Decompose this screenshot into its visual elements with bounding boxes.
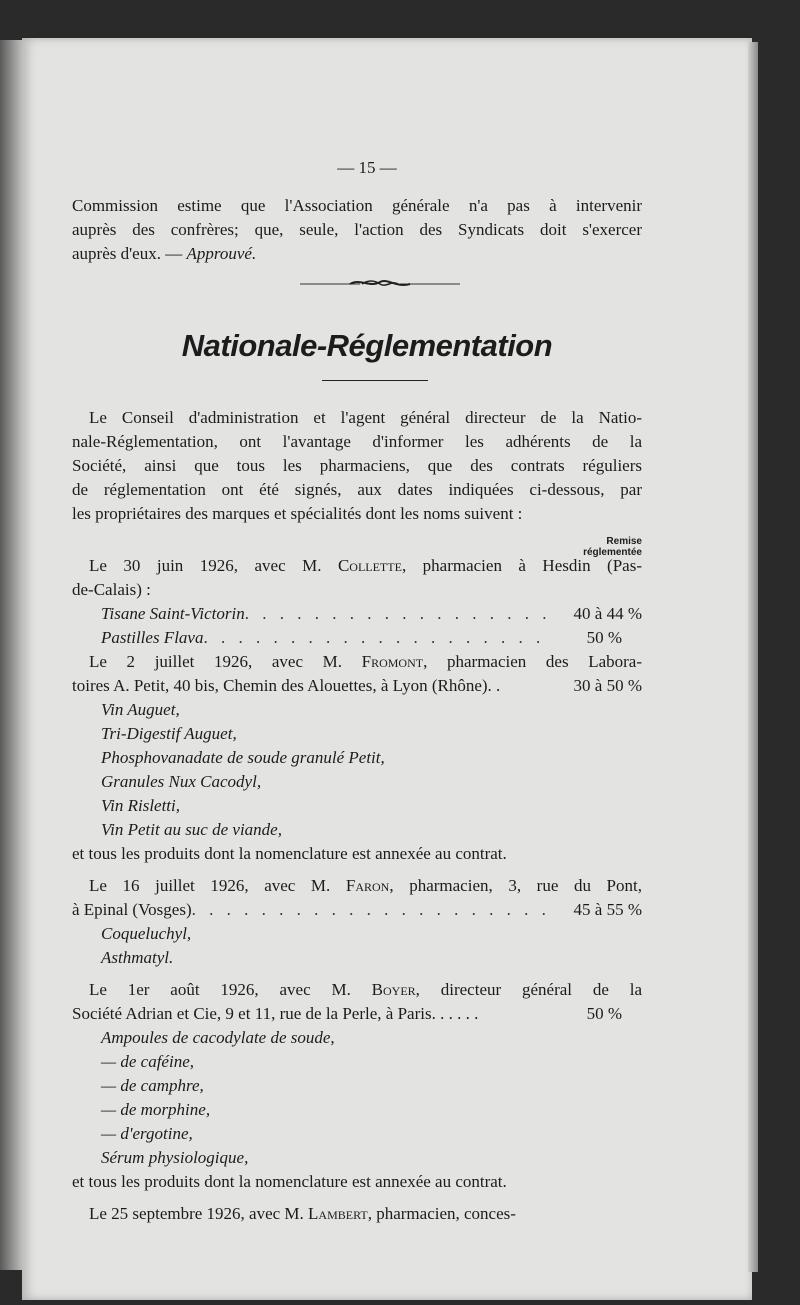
faron-name: Faron: [345, 876, 390, 895]
paragraph-line-5: les propriétaires des marques et spécialités dont les noms suivent :: [72, 504, 523, 523]
faron-line-2: [72, 900, 552, 920]
remise-header-line-1: Remise: [606, 536, 642, 547]
paragraph-line-2: nale-Réglementation, ont l'avantage d'informer les adhérents de la: [72, 432, 642, 451]
collette-product-1-name: Tisane Saint-Victorin: [101, 604, 245, 623]
faron-line-1-a: Le 16 juillet 1926, avec M.: [89, 876, 346, 895]
boyer-line-1-b: , directeur général de la: [415, 980, 642, 999]
fromont-product-6: Vin Petit au suc de viande,: [101, 820, 282, 839]
intro-line-2: auprès des confrères; que, seule, l'action des Syndicats doit s'exercer: [72, 220, 642, 239]
approved-text: Approuvé.: [186, 244, 257, 263]
fromont-rate: 30 à 50 %: [573, 676, 642, 695]
boyer-product-6: Sérum physiologique,: [101, 1148, 249, 1167]
page-left-edge: [0, 40, 22, 1270]
boyer-name: Boyer: [371, 980, 416, 999]
faron-rate: 45 à 55 %: [573, 900, 642, 919]
boyer-product-1: Ampoules de cacodylate de soude,: [101, 1028, 335, 1047]
faron-product-1: Coqueluchyl,: [101, 924, 192, 943]
fromont-product-2: Tri-Digestif Auguet,: [101, 724, 237, 743]
collette-name: Collette: [337, 556, 402, 575]
paragraph-line-1: Le Conseil d'administration et l'agent général directeur de la Natio-: [89, 408, 642, 427]
lambert-line-1-a: Le 25 septembre 1926, avec M.: [89, 1204, 309, 1223]
collette-line-1-b: , pharmacien à Hesdin (Pas-: [401, 556, 642, 575]
book-page: [22, 38, 752, 1300]
intro-line-1: Commission estime que l'Association générale n'a pas à intervenir: [72, 196, 642, 215]
title-underline: [322, 380, 428, 381]
collette-line-2: de-Calais) :: [72, 580, 151, 599]
remise-header: [572, 536, 642, 558]
boyer-product-3: — de camphre,: [101, 1076, 204, 1095]
faron-product-2: Asthmatyl.: [101, 948, 174, 967]
collette-line-1: [89, 556, 642, 576]
collette-product-1-rate: 40 à 44 %: [573, 604, 642, 623]
collette-product-2-name: Pastilles Flava: [101, 628, 204, 647]
boyer-rate: 50 %: [586, 1004, 622, 1023]
lambert-line-1-b: , pharmacien, conces-: [367, 1204, 516, 1223]
fromont-name: Fromont: [361, 652, 424, 671]
ornament-divider-icon: [300, 276, 460, 290]
collette-product-1: [101, 604, 551, 624]
fromont-product-3: Phosphovanadate de soude granulé Petit,: [101, 748, 385, 767]
faron-line-1-b: , pharmacien, 3, rue du Pont,: [389, 876, 642, 895]
lambert-name: Lambert: [308, 1204, 368, 1223]
boyer-product-2: — de caféine,: [101, 1052, 194, 1071]
page-number: — 15 —: [337, 158, 397, 177]
intro-line-3-text: auprès d'eux. —: [72, 244, 187, 263]
fromont-line-1-b: , pharmacien des Labora-: [423, 652, 643, 671]
boyer-line-1-a: Le 1er août 1926, avec M.: [89, 980, 372, 999]
paragraph-line-3: Société, ainsi que tous les pharmaciens, que des contrats réguliers: [72, 456, 642, 475]
boyer-line-1: [89, 980, 642, 1000]
boyer-product-4: — de morphine,: [101, 1100, 211, 1119]
page-right-edge: [748, 42, 758, 1272]
remise-header-line-2: réglementée: [583, 547, 642, 558]
collette-product-2: [101, 628, 551, 648]
section-title: Nationale-Réglementation: [181, 328, 553, 363]
collette-line-1-a: Le 30 juin 1926, avec M.: [89, 556, 338, 575]
paragraph-line-4: de réglementation ont été signés, aux dates indiquées ci-dessous, par: [72, 480, 642, 499]
boyer-product-5: — d'ergotine,: [101, 1124, 193, 1143]
boyer-line-2: Société Adrian et Cie, 9 et 11, rue de la Perle, à Paris. . . . . .: [72, 1004, 479, 1023]
intro-line-3: [72, 244, 256, 264]
fromont-line-1-a: Le 2 juillet 1926, avec M.: [89, 652, 362, 671]
fromont-line-1: [89, 652, 642, 672]
fromont-product-1: Vin Auguet,: [101, 700, 180, 719]
fromont-product-5: Vin Risletti,: [101, 796, 181, 815]
fromont-closing: et tous les produits dont la nomenclature est annexée au contrat.: [72, 844, 507, 863]
faron-line-2-text: à Epinal (Vosges): [72, 900, 192, 919]
boyer-closing: et tous les produits dont la nomenclature est annexée au contrat.: [72, 1172, 507, 1191]
lambert-line-1: [89, 1204, 516, 1224]
fromont-product-4: Granules Nux Cacodyl,: [101, 772, 262, 791]
collette-product-2-rate: 50 %: [586, 628, 622, 647]
fromont-line-2: toires A. Petit, 40 bis, Chemin des Alouettes, à Lyon (Rhône). .: [72, 676, 501, 695]
faron-line-1: [89, 876, 642, 896]
